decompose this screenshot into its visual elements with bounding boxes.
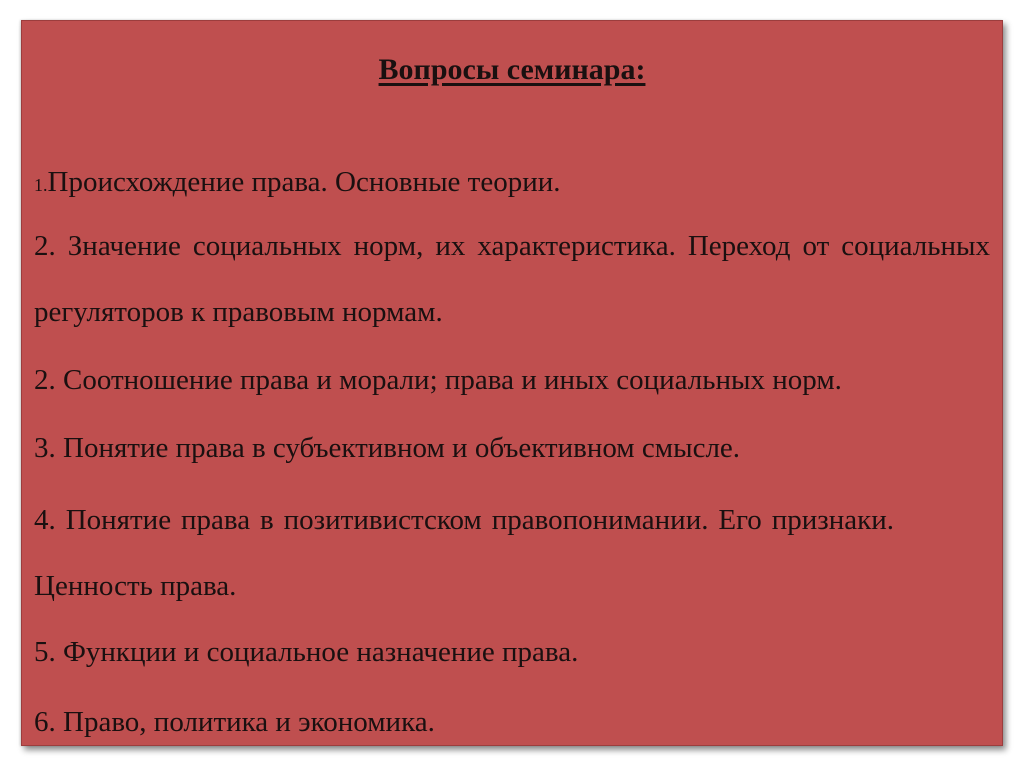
slide <box>21 20 1003 746</box>
slide-title: Вопросы семинара: <box>378 53 646 86</box>
item-number: 1. <box>34 175 48 195</box>
list-item <box>34 487 894 619</box>
list-item <box>34 619 990 685</box>
list-item <box>34 347 990 413</box>
list-item <box>34 149 990 218</box>
item-number: 3. <box>34 432 56 464</box>
item-text: Понятие права в субъективном и объективном смысле. <box>63 432 741 464</box>
item-text: Соотношение права и морали; права и иных социальных норм. <box>63 364 842 396</box>
item-number: 2. <box>34 364 56 396</box>
item-number: 2. <box>34 230 56 262</box>
list-item <box>34 213 990 345</box>
item-text: Понятие права в позитивистском правопонимании. Его признаки. Ценность права. <box>34 504 894 602</box>
item-text: Значение социальных норм, их характеристика. Переход от социальных регуляторов к правовым нормам. <box>34 230 991 328</box>
list-item <box>34 415 990 481</box>
item-number: 6. <box>34 706 56 738</box>
item-text: Функции и социальное назначение права. <box>63 636 579 668</box>
list-item <box>34 689 990 755</box>
item-text: Право, политика и экономика. <box>63 706 435 738</box>
item-text: Происхождение права. Основные теории. <box>47 166 561 198</box>
item-number: 4. <box>34 504 56 536</box>
item-number: 5. <box>34 636 56 668</box>
